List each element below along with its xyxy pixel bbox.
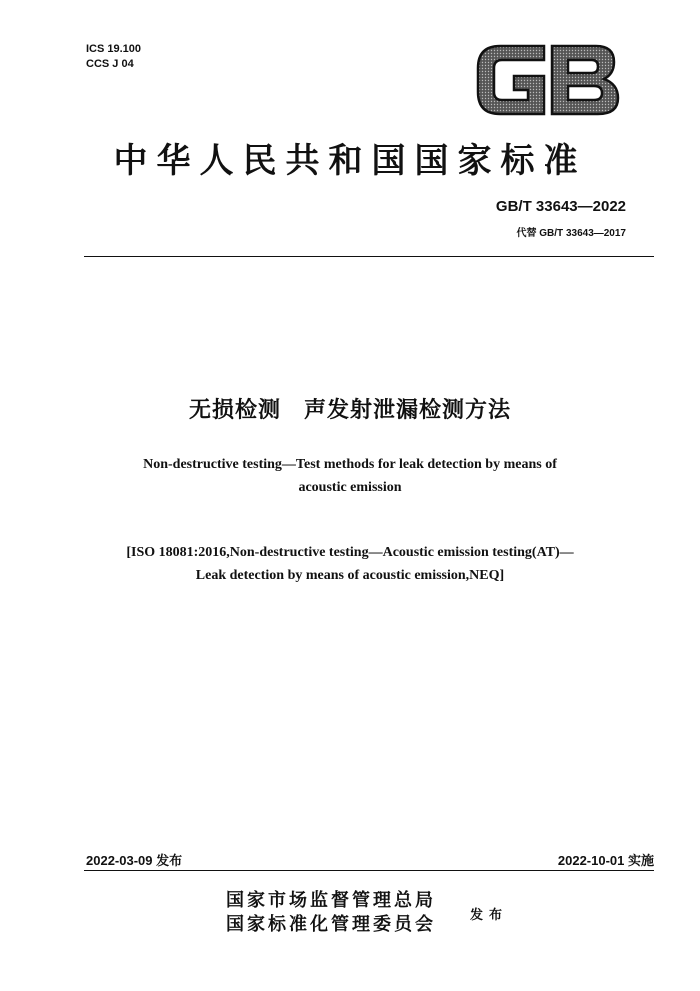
iso-reference-line: Leak detection by means of acoustic emission,NEQ] [195, 568, 505, 583]
english-title-line: Non-destructive testing—Test methods for leak detection by means of [143, 457, 557, 472]
english-title-line: acoustic emission [298, 480, 402, 495]
issuer-line: 国家标准化管理委员会 [226, 914, 436, 935]
chinese-title: 无损检测 声发射泄漏检测方法 [188, 398, 511, 423]
ccs-code: CCS J 04 [86, 58, 134, 70]
english-title [110, 453, 590, 499]
implementation-date: 2022-10-01 实施 [557, 853, 654, 868]
publish-label: 发布 [470, 908, 509, 923]
issuing-authorities [226, 889, 436, 937]
national-standard-title: 中华人民共和国国家标准 [113, 141, 587, 181]
gb-logo [472, 40, 622, 120]
classification-codes [86, 42, 141, 72]
replaces-standard: 代替 GB/T 33643—2017 [516, 228, 626, 239]
bottom-divider [84, 870, 654, 871]
issuer-line: 国家市场监督管理总局 [226, 890, 436, 911]
iso-reference-line: [ISO 18081:2016,Non-destructive testing—Acoustic emission testing(AT)— [126, 545, 574, 560]
ics-code: ICS 19.100 [86, 43, 142, 55]
top-divider [84, 256, 654, 257]
issue-date: 2022-03-09 发布 [86, 853, 183, 868]
standard-number: GB/T 33643—2022 [495, 198, 626, 215]
iso-reference [80, 541, 620, 587]
